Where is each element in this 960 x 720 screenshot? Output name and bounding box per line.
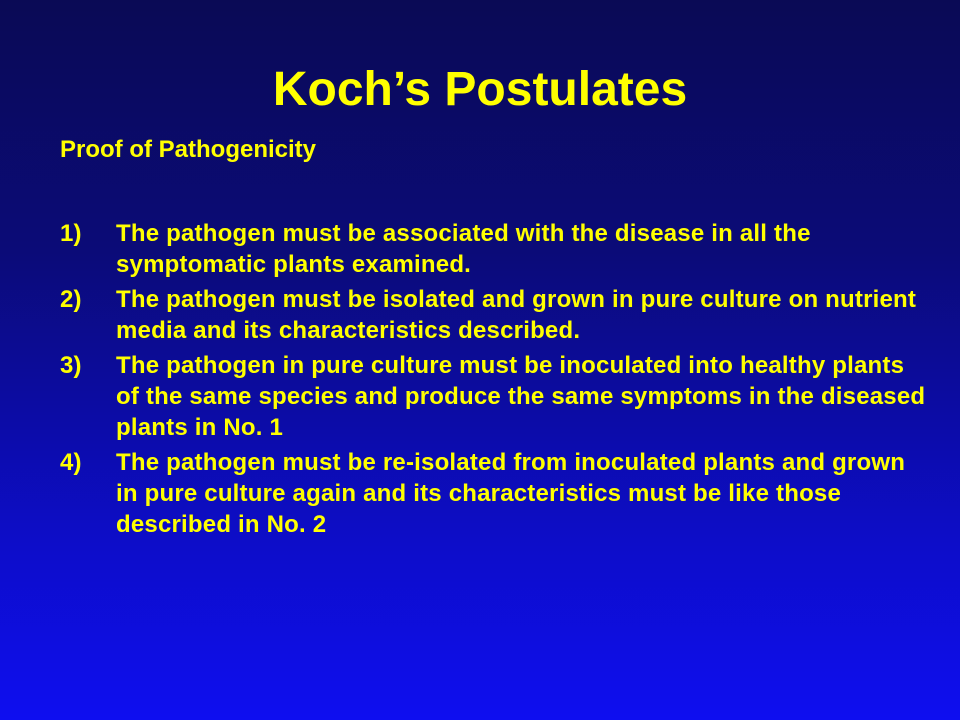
postulate-item	[60, 218, 930, 280]
postulate-number: 4)	[60, 449, 82, 476]
postulate-item	[60, 447, 930, 540]
postulate-text: The pathogen must be re-isolated from inoculated plants and grown in pure culture again and its characteristics must be like those described in No. 2	[116, 449, 906, 538]
postulate-item	[60, 350, 930, 443]
postulate-text: The pathogen in pure culture must be inoculated into healthy plants of the same species and produce the same symptoms in the diseased plants in No. 1	[116, 352, 926, 441]
postulate-number: 2)	[60, 286, 82, 313]
postulates-list	[60, 218, 930, 544]
slide-subtitle: Proof of Pathogenicity	[60, 136, 317, 163]
postulate-number: 3)	[60, 352, 82, 379]
postulate-item	[60, 284, 930, 346]
postulate-number: 1)	[60, 220, 82, 247]
postulate-text: The pathogen must be associated with the disease in all the symptomatic plants examined.	[116, 220, 811, 278]
slide-title: Koch’s Postulates	[272, 63, 688, 116]
postulate-text: The pathogen must be isolated and grown in pure culture on nutrient media and its characteristics described.	[116, 286, 917, 344]
